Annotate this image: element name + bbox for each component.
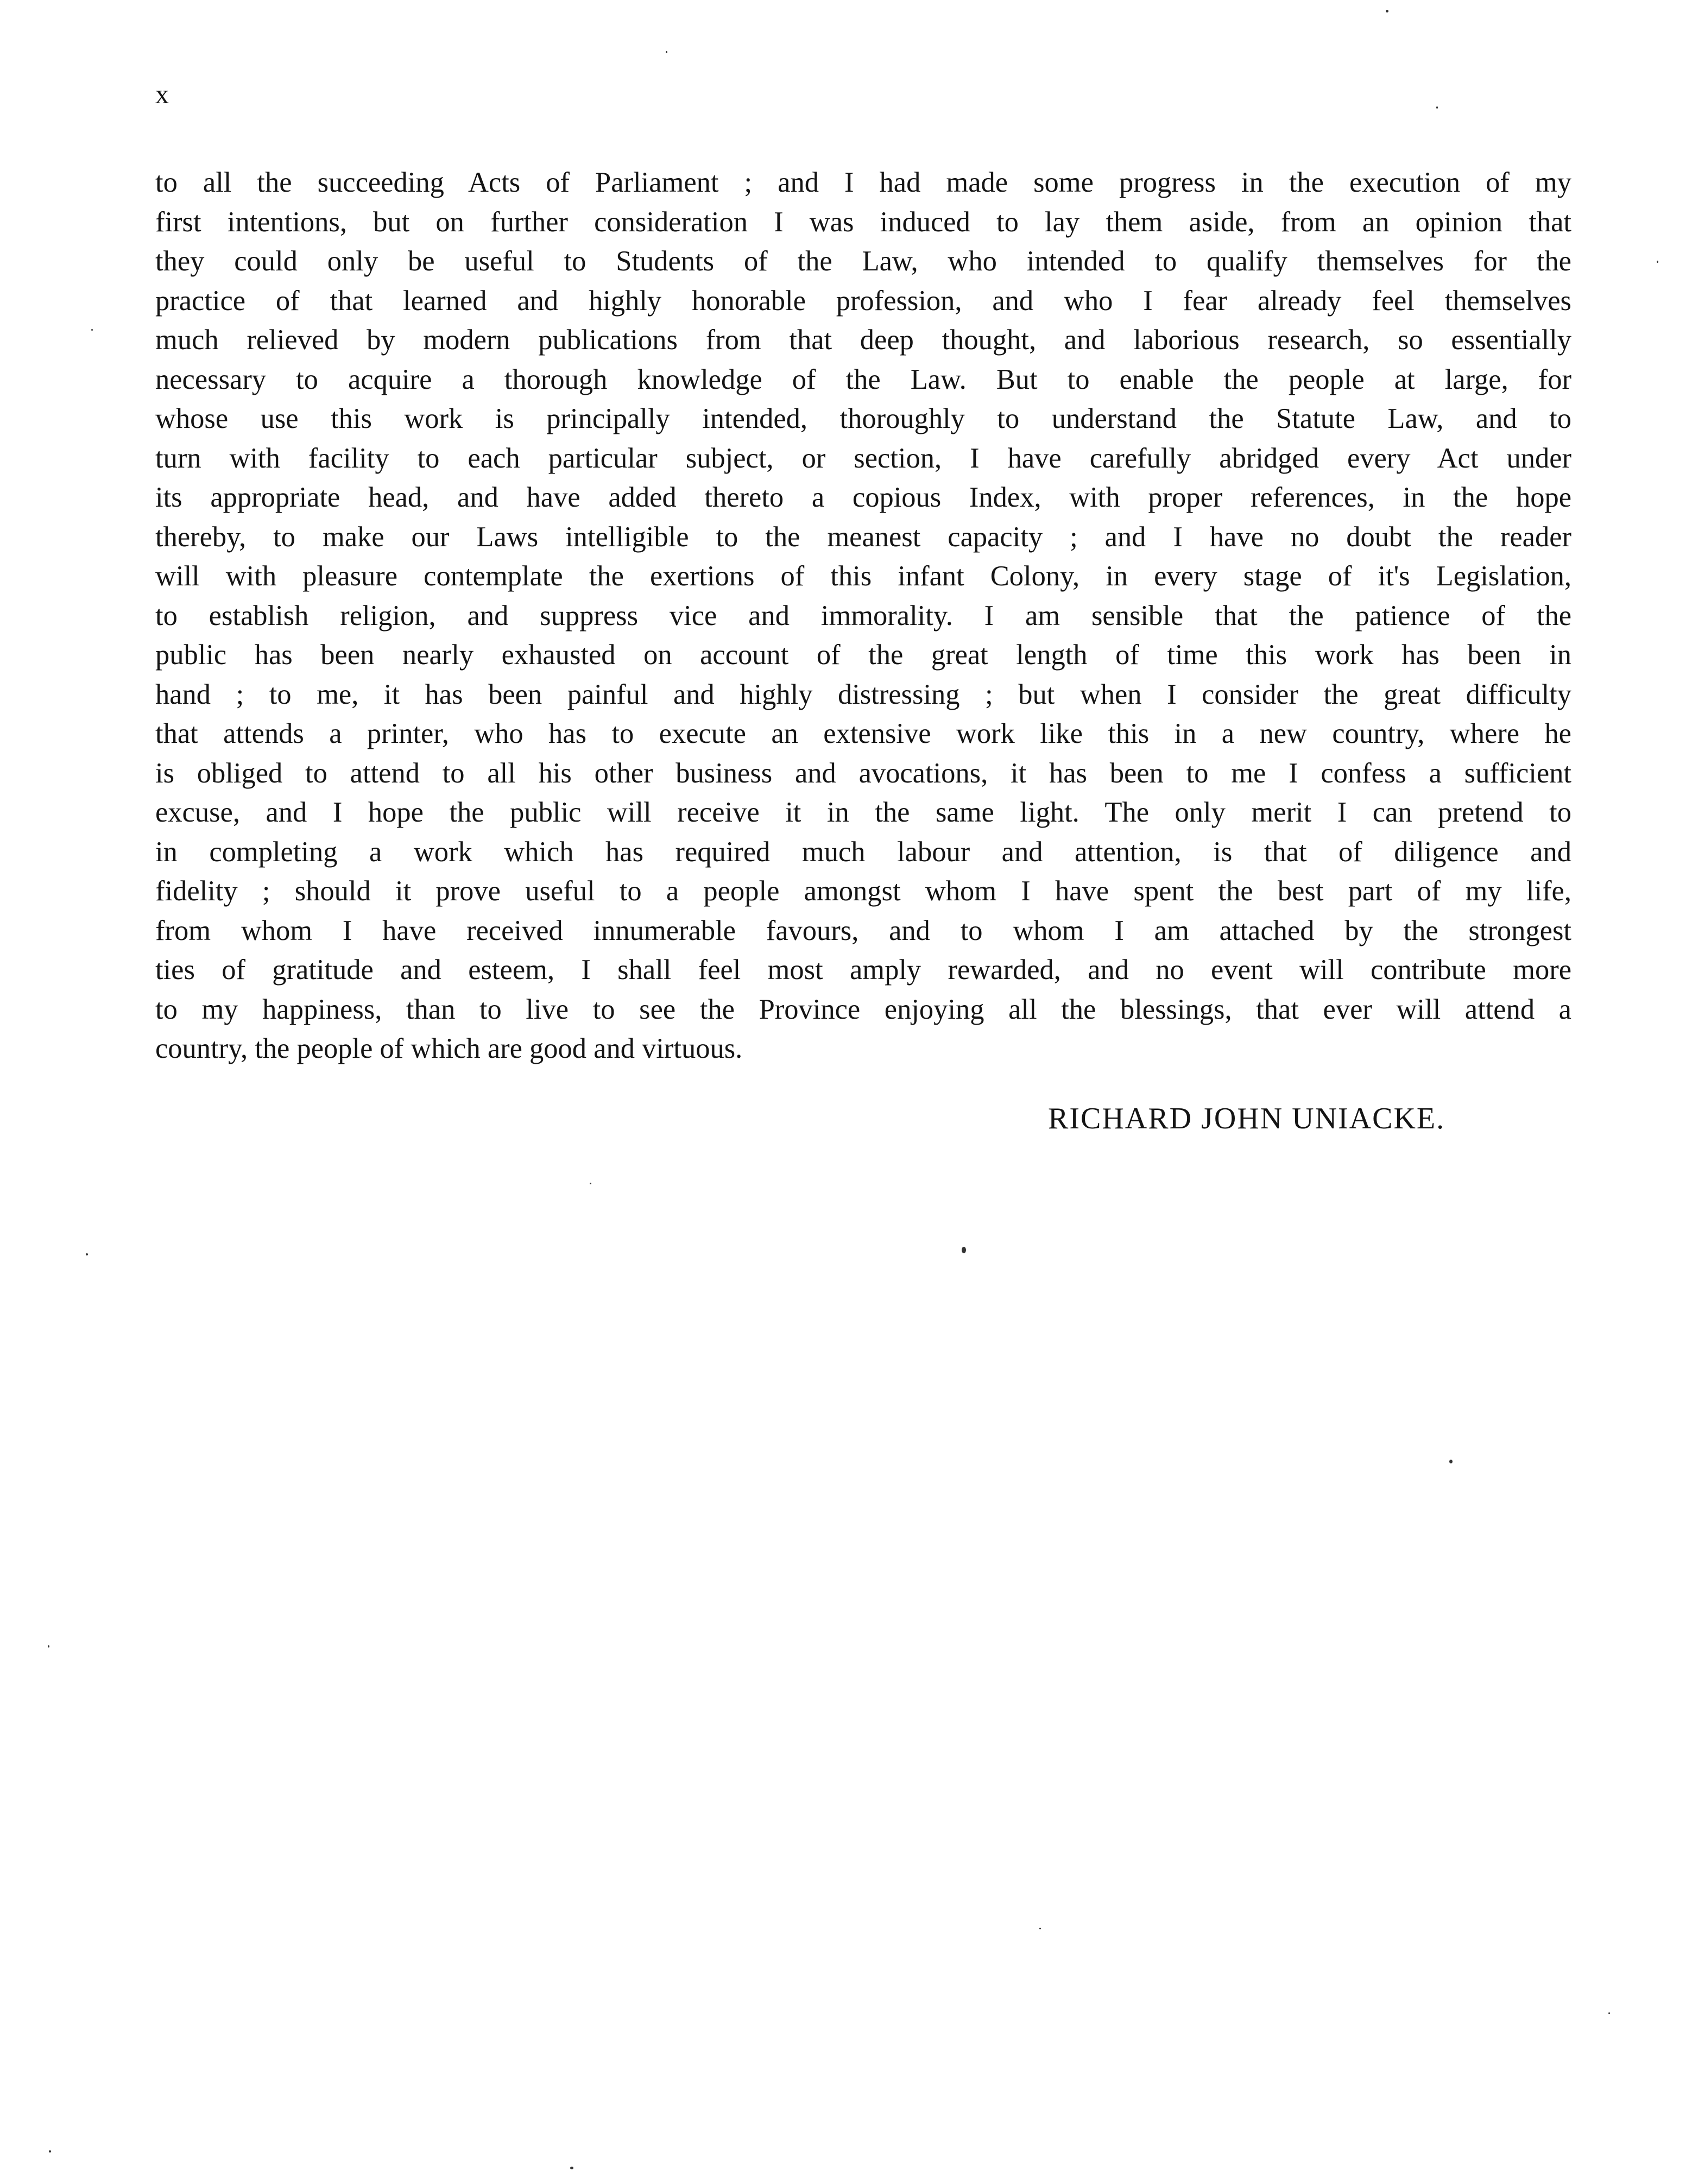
- scan-speck: [1039, 1928, 1041, 1929]
- scan-speck: [1657, 261, 1658, 263]
- text-line: practice of that learned and highly honorable profession, and who I fear already feel themselves: [155, 285, 1571, 317]
- scan-speck: [1386, 10, 1388, 12]
- text-line: public has been nearly exhausted on account of the great length of time this work has been in: [155, 639, 1571, 671]
- text-line: to establish religion, and suppress vice and immorality. I am sensible that the patience of the: [155, 599, 1571, 632]
- text-line: thereby, to make our Laws intelligible to the meanest capacity ; and I have no doubt the reader: [155, 521, 1571, 553]
- text-line: excuse, and I hope the public will receive it in the same light. The only merit I can pretend to: [155, 797, 1571, 828]
- text-line: in completing a work which has required much labour and attention, is that of diligence and: [155, 836, 1571, 868]
- scan-speck: [1608, 2012, 1610, 2014]
- text-line: much relieved by modern publications from that deep thought, and laborious research, so essentially: [155, 324, 1571, 356]
- text-line: turn with facility to each particular subject, or section, I have carefully abridged every Act under: [155, 442, 1571, 474]
- scan-speck: [1449, 1460, 1453, 1463]
- text-line: first intentions, but on further consideration I was induced to lay them aside, from an opinion that: [155, 206, 1571, 238]
- signature: RICHARD JOHN UNIACKE.: [1048, 1102, 1445, 1135]
- text-line: to my happiness, than to live to see the Province enjoying all the blessings, that ever will attend a: [155, 993, 1571, 1025]
- scan-speck: [666, 51, 667, 53]
- scan-speck: [91, 329, 93, 331]
- text-line: fidelity ; should it prove useful to a people amongst whom I have spent the best part of my life,: [155, 875, 1571, 907]
- body-text: [155, 163, 1571, 1069]
- text-line: country, the people of which are good and virtuous.: [155, 1033, 743, 1064]
- page-number: x: [155, 79, 169, 109]
- scan-speck: [48, 1645, 49, 1648]
- text-line: that attends a printer, who has to execute an extensive work like this in a new country, where he: [155, 718, 1571, 749]
- scan-speck: [49, 2150, 51, 2153]
- text-line: from whom I have received innumerable favours, and to whom I am attached by the strongest: [155, 914, 1571, 946]
- scan-speck: [1436, 106, 1438, 109]
- text-line: is obliged to attend to all his other business and avocations, it has been to me I confess a sufficient: [155, 757, 1571, 789]
- text-line: hand ; to me, it has been painful and highly distressing ; but when I consider the great difficulty: [155, 678, 1571, 710]
- scan-speck: [962, 1247, 966, 1253]
- text-line: to all the succeeding Acts of Parliament ; and I had made some progress in the execution of my: [155, 167, 1571, 198]
- text-line: ties of gratitude and esteem, I shall feel most amply rewarded, and no event will contribute more: [155, 954, 1571, 986]
- text-line: will with pleasure contemplate the exertions of this infant Colony, in every stage of it's Legislation,: [155, 560, 1571, 592]
- text-line: whose use this work is principally intended, thoroughly to understand the Statute Law, and to: [155, 403, 1571, 434]
- scan-speck: [590, 1183, 591, 1184]
- scan-speck: [86, 1253, 88, 1255]
- scan-speck: [570, 2167, 573, 2169]
- text-line: its appropriate head, and have added thereto a copious Index, with proper references, in the hope: [155, 482, 1571, 513]
- text-line: they could only be useful to Students of the Law, who intended to qualify themselves for the: [155, 245, 1571, 277]
- text-line: necessary to acquire a thorough knowledge of the Law. But to enable the people at large, for: [155, 363, 1571, 395]
